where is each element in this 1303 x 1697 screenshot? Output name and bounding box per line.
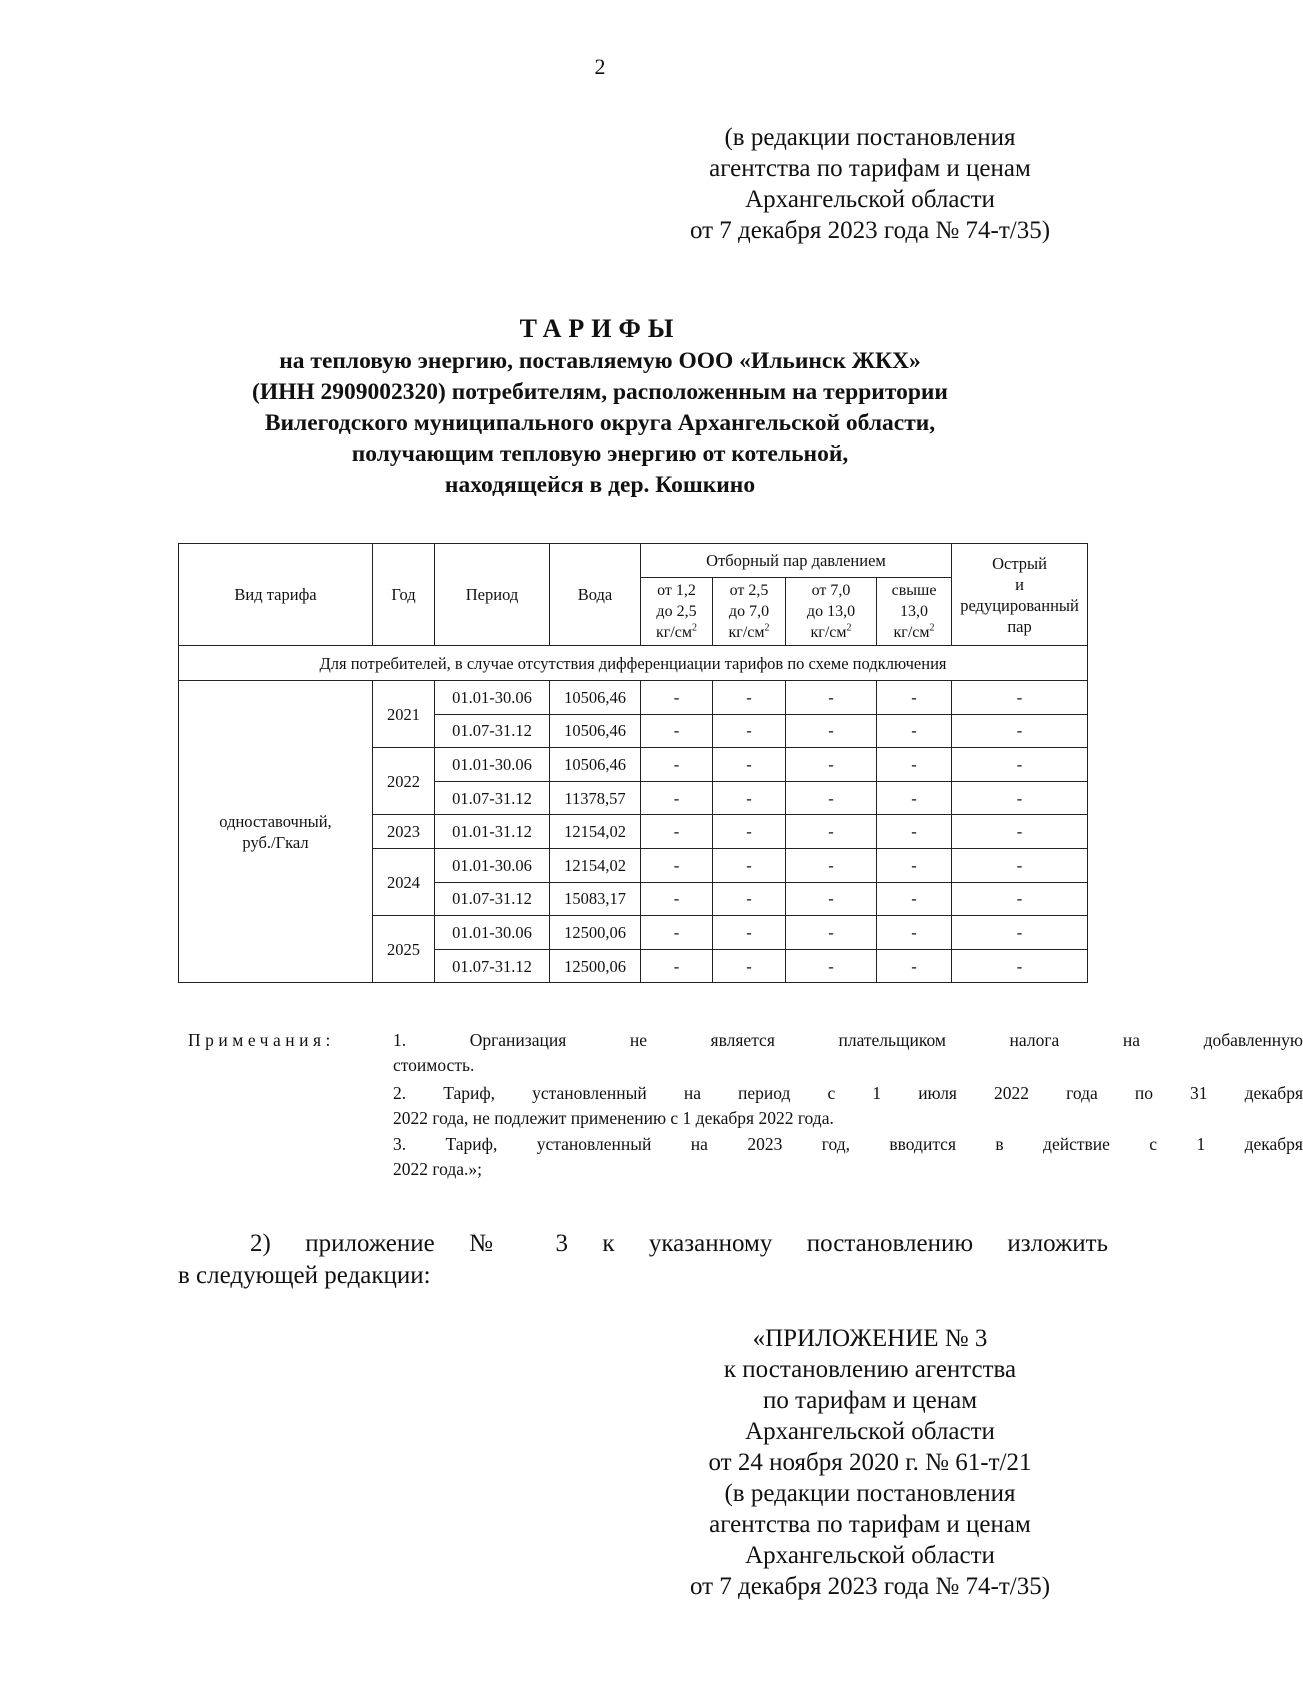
dash-cell: - bbox=[641, 882, 713, 916]
header-line: (в редакции постановления bbox=[724, 124, 1016, 151]
dash-cell: - bbox=[877, 848, 952, 882]
header-tariff-type: Вид тарифа bbox=[179, 544, 373, 646]
title-line: Вилегодского муниципального округа Архангельской области, bbox=[264, 410, 936, 436]
dash-cell: - bbox=[641, 781, 713, 815]
period-cell: 01.07-31.12 bbox=[435, 882, 550, 916]
note-line: 2. Тариф, установленный на период с 1 июля 2022 года по 31 декабря bbox=[393, 1083, 1303, 1103]
dash-cell: - bbox=[713, 748, 786, 782]
appendix-line: Архангельской области bbox=[745, 1542, 995, 1569]
appendix-line: от 7 декабря 2023 года № 74-т/35) bbox=[689, 1573, 1051, 1600]
dash-cell: - bbox=[952, 916, 1088, 950]
dash-cell: - bbox=[877, 815, 952, 849]
header-text: и bbox=[1015, 574, 1024, 594]
appendix-line: (в редакции постановления bbox=[724, 1480, 1016, 1507]
appendix-line: агентства по тарифам и ценам bbox=[709, 1511, 1031, 1538]
water-cell: 10506,46 bbox=[550, 681, 641, 715]
paragraph-line-1: 2) приложение № 3 к указанному постановлению изложить bbox=[250, 1230, 1108, 1257]
header-line: от 7 декабря 2023 года № 74-т/35) bbox=[689, 217, 1051, 244]
dash-cell: - bbox=[877, 714, 952, 748]
header-water: Вода bbox=[550, 544, 641, 646]
dash-cell: - bbox=[952, 748, 1088, 782]
dash-cell: - bbox=[713, 815, 786, 849]
dash-cell: - bbox=[641, 748, 713, 782]
header-period: Период bbox=[435, 544, 550, 646]
header-text: до 13,0 bbox=[806, 603, 856, 620]
year-cell: 2021 bbox=[373, 681, 435, 748]
period-cell: 01.01-30.06 bbox=[435, 916, 550, 950]
period-cell: 01.01-30.06 bbox=[435, 848, 550, 882]
note-line: 2022 года.»; bbox=[393, 1159, 483, 1179]
header-line: агентства по тарифам и ценам bbox=[709, 155, 1031, 182]
table-row bbox=[179, 681, 1088, 715]
header-year: Год bbox=[373, 544, 435, 646]
header-unit: $кг/см^2$ bbox=[893, 622, 935, 641]
dash-cell: - bbox=[952, 848, 1088, 882]
year-cell: 2023 bbox=[373, 815, 435, 849]
period-cell: 01.01-30.06 bbox=[435, 748, 550, 782]
period-cell: 01.07-31.12 bbox=[435, 714, 550, 748]
header-text: свыше bbox=[891, 582, 937, 599]
dash-cell: - bbox=[952, 781, 1088, 815]
dash-cell: - bbox=[713, 916, 786, 950]
header-steam-3 bbox=[786, 578, 877, 646]
dash-cell: - bbox=[786, 714, 877, 748]
water-cell: 12154,02 bbox=[550, 848, 641, 882]
dash-cell: - bbox=[713, 848, 786, 882]
period-cell: 01.07-31.12 bbox=[435, 949, 550, 983]
dash-cell: - bbox=[713, 681, 786, 715]
dash-cell: - bbox=[713, 882, 786, 916]
appendix-line: по тарифам и ценам bbox=[762, 1387, 978, 1414]
dash-cell: - bbox=[952, 681, 1088, 715]
tariff-type-cell bbox=[179, 681, 373, 983]
dash-cell: - bbox=[952, 815, 1088, 849]
header-unit: $кг/см^2$ bbox=[728, 622, 770, 641]
water-cell: 12154,02 bbox=[550, 815, 641, 849]
water-cell: 11378,57 bbox=[550, 781, 641, 815]
dash-cell: - bbox=[641, 949, 713, 983]
header-unit: $кг/см^2$ bbox=[655, 622, 697, 641]
dash-cell: - bbox=[952, 714, 1088, 748]
paragraph-line-2: в следующей редакции: bbox=[178, 1262, 431, 1289]
dash-cell: - bbox=[713, 714, 786, 748]
note-line: 2022 года, не подлежит применению с 1 декабря 2022 года. bbox=[393, 1108, 834, 1128]
header-text: 13,0 bbox=[900, 603, 928, 620]
header-text: пар bbox=[1007, 616, 1032, 636]
tariff-table bbox=[178, 543, 1088, 983]
dash-cell: - bbox=[641, 714, 713, 748]
dash-cell: - bbox=[786, 815, 877, 849]
tariff-label: одноставочный, bbox=[219, 811, 332, 831]
note-line: 1. Организация не является плательщиком налога на добавленную bbox=[393, 1030, 1303, 1050]
title-main: ТАРИФЫ bbox=[519, 314, 681, 343]
dash-cell: - bbox=[641, 815, 713, 849]
appendix-line: Архангельской области bbox=[745, 1418, 995, 1445]
note-line: стоимость. bbox=[393, 1055, 475, 1075]
dash-cell: - bbox=[877, 681, 952, 715]
header-text: до 7,0 bbox=[728, 603, 770, 620]
year-cell: 2022 bbox=[373, 748, 435, 815]
header-redaction bbox=[660, 122, 1080, 246]
dash-cell: - bbox=[877, 748, 952, 782]
header-text: от 7,0 bbox=[811, 582, 851, 599]
header-steam-group: Отборный пар давлением bbox=[641, 544, 952, 578]
dash-cell: - bbox=[641, 681, 713, 715]
dash-cell: - bbox=[952, 882, 1088, 916]
dash-cell: - bbox=[641, 916, 713, 950]
header-text: от 1,2 bbox=[657, 582, 696, 599]
header-steam-4 bbox=[877, 578, 952, 646]
dash-cell: - bbox=[877, 882, 952, 916]
dash-cell: - bbox=[877, 781, 952, 815]
title-line: (ИНН 2909002320) потребителям, расположенным на территории bbox=[252, 379, 948, 405]
title-line: на тепловую энергию, поставляемую ООО «Ильинск ЖКХ» bbox=[279, 348, 921, 374]
dash-cell: - bbox=[786, 949, 877, 983]
period-cell: 01.07-31.12 bbox=[435, 781, 550, 815]
header-text: редуцированный bbox=[960, 595, 1079, 615]
year-cell: 2025 bbox=[373, 916, 435, 983]
water-cell: 15083,17 bbox=[550, 882, 641, 916]
dash-cell: - bbox=[713, 781, 786, 815]
appendix-line: от 24 ноября 2020 г. № 61-т/21 bbox=[708, 1449, 1032, 1476]
period-cell: 01.01-30.06 bbox=[435, 681, 550, 715]
header-text: Острый bbox=[992, 553, 1047, 573]
water-cell: 10506,46 bbox=[550, 714, 641, 748]
water-cell: 10506,46 bbox=[550, 748, 641, 782]
dash-cell: - bbox=[952, 949, 1088, 983]
dash-cell: - bbox=[786, 781, 877, 815]
year-cell: 2024 bbox=[373, 848, 435, 915]
header-text: от 2,5 bbox=[729, 582, 769, 599]
water-cell: 12500,06 bbox=[550, 949, 641, 983]
header-steam-1 bbox=[641, 578, 713, 646]
dash-cell: - bbox=[786, 882, 877, 916]
appendix-header bbox=[660, 1323, 1080, 1602]
dash-cell: - bbox=[641, 848, 713, 882]
page-number: 2 bbox=[594, 54, 606, 79]
dash-cell: - bbox=[786, 681, 877, 715]
dash-cell: - bbox=[786, 916, 877, 950]
dash-cell: - bbox=[786, 748, 877, 782]
note-line: 3. Тариф, установленный на 2023 год, вводится в действие с 1 декабря bbox=[393, 1134, 1303, 1154]
dash-cell: - bbox=[877, 916, 952, 950]
header-steam-2 bbox=[713, 578, 786, 646]
header-unit: $кг/см^2$ bbox=[810, 622, 852, 641]
document-title bbox=[150, 312, 1050, 501]
dash-cell: - bbox=[877, 949, 952, 983]
dash-cell: - bbox=[713, 949, 786, 983]
water-cell: 12500,06 bbox=[550, 916, 641, 950]
section-note: Для потребителей, в случае отсутствия дифференциации тарифов по схеме подключения bbox=[179, 646, 1088, 681]
period-cell: 01.01-31.12 bbox=[435, 815, 550, 849]
header-sharp-steam bbox=[952, 544, 1088, 646]
header-line: Архангельской области bbox=[745, 186, 995, 213]
dash-cell: - bbox=[786, 848, 877, 882]
appendix-line: к постановлению агентства bbox=[723, 1356, 1017, 1383]
tariff-label: руб./Гкал bbox=[242, 832, 309, 852]
notes-label: Примечания: bbox=[188, 1030, 335, 1050]
header-text: до 2,5 bbox=[656, 603, 697, 620]
title-line: находящейся в дер. Кошкино bbox=[444, 472, 756, 498]
appendix-line: «ПРИЛОЖЕНИЕ № 3 bbox=[752, 1325, 988, 1352]
title-line: получающим тепловую энергию от котельной, bbox=[351, 441, 849, 467]
